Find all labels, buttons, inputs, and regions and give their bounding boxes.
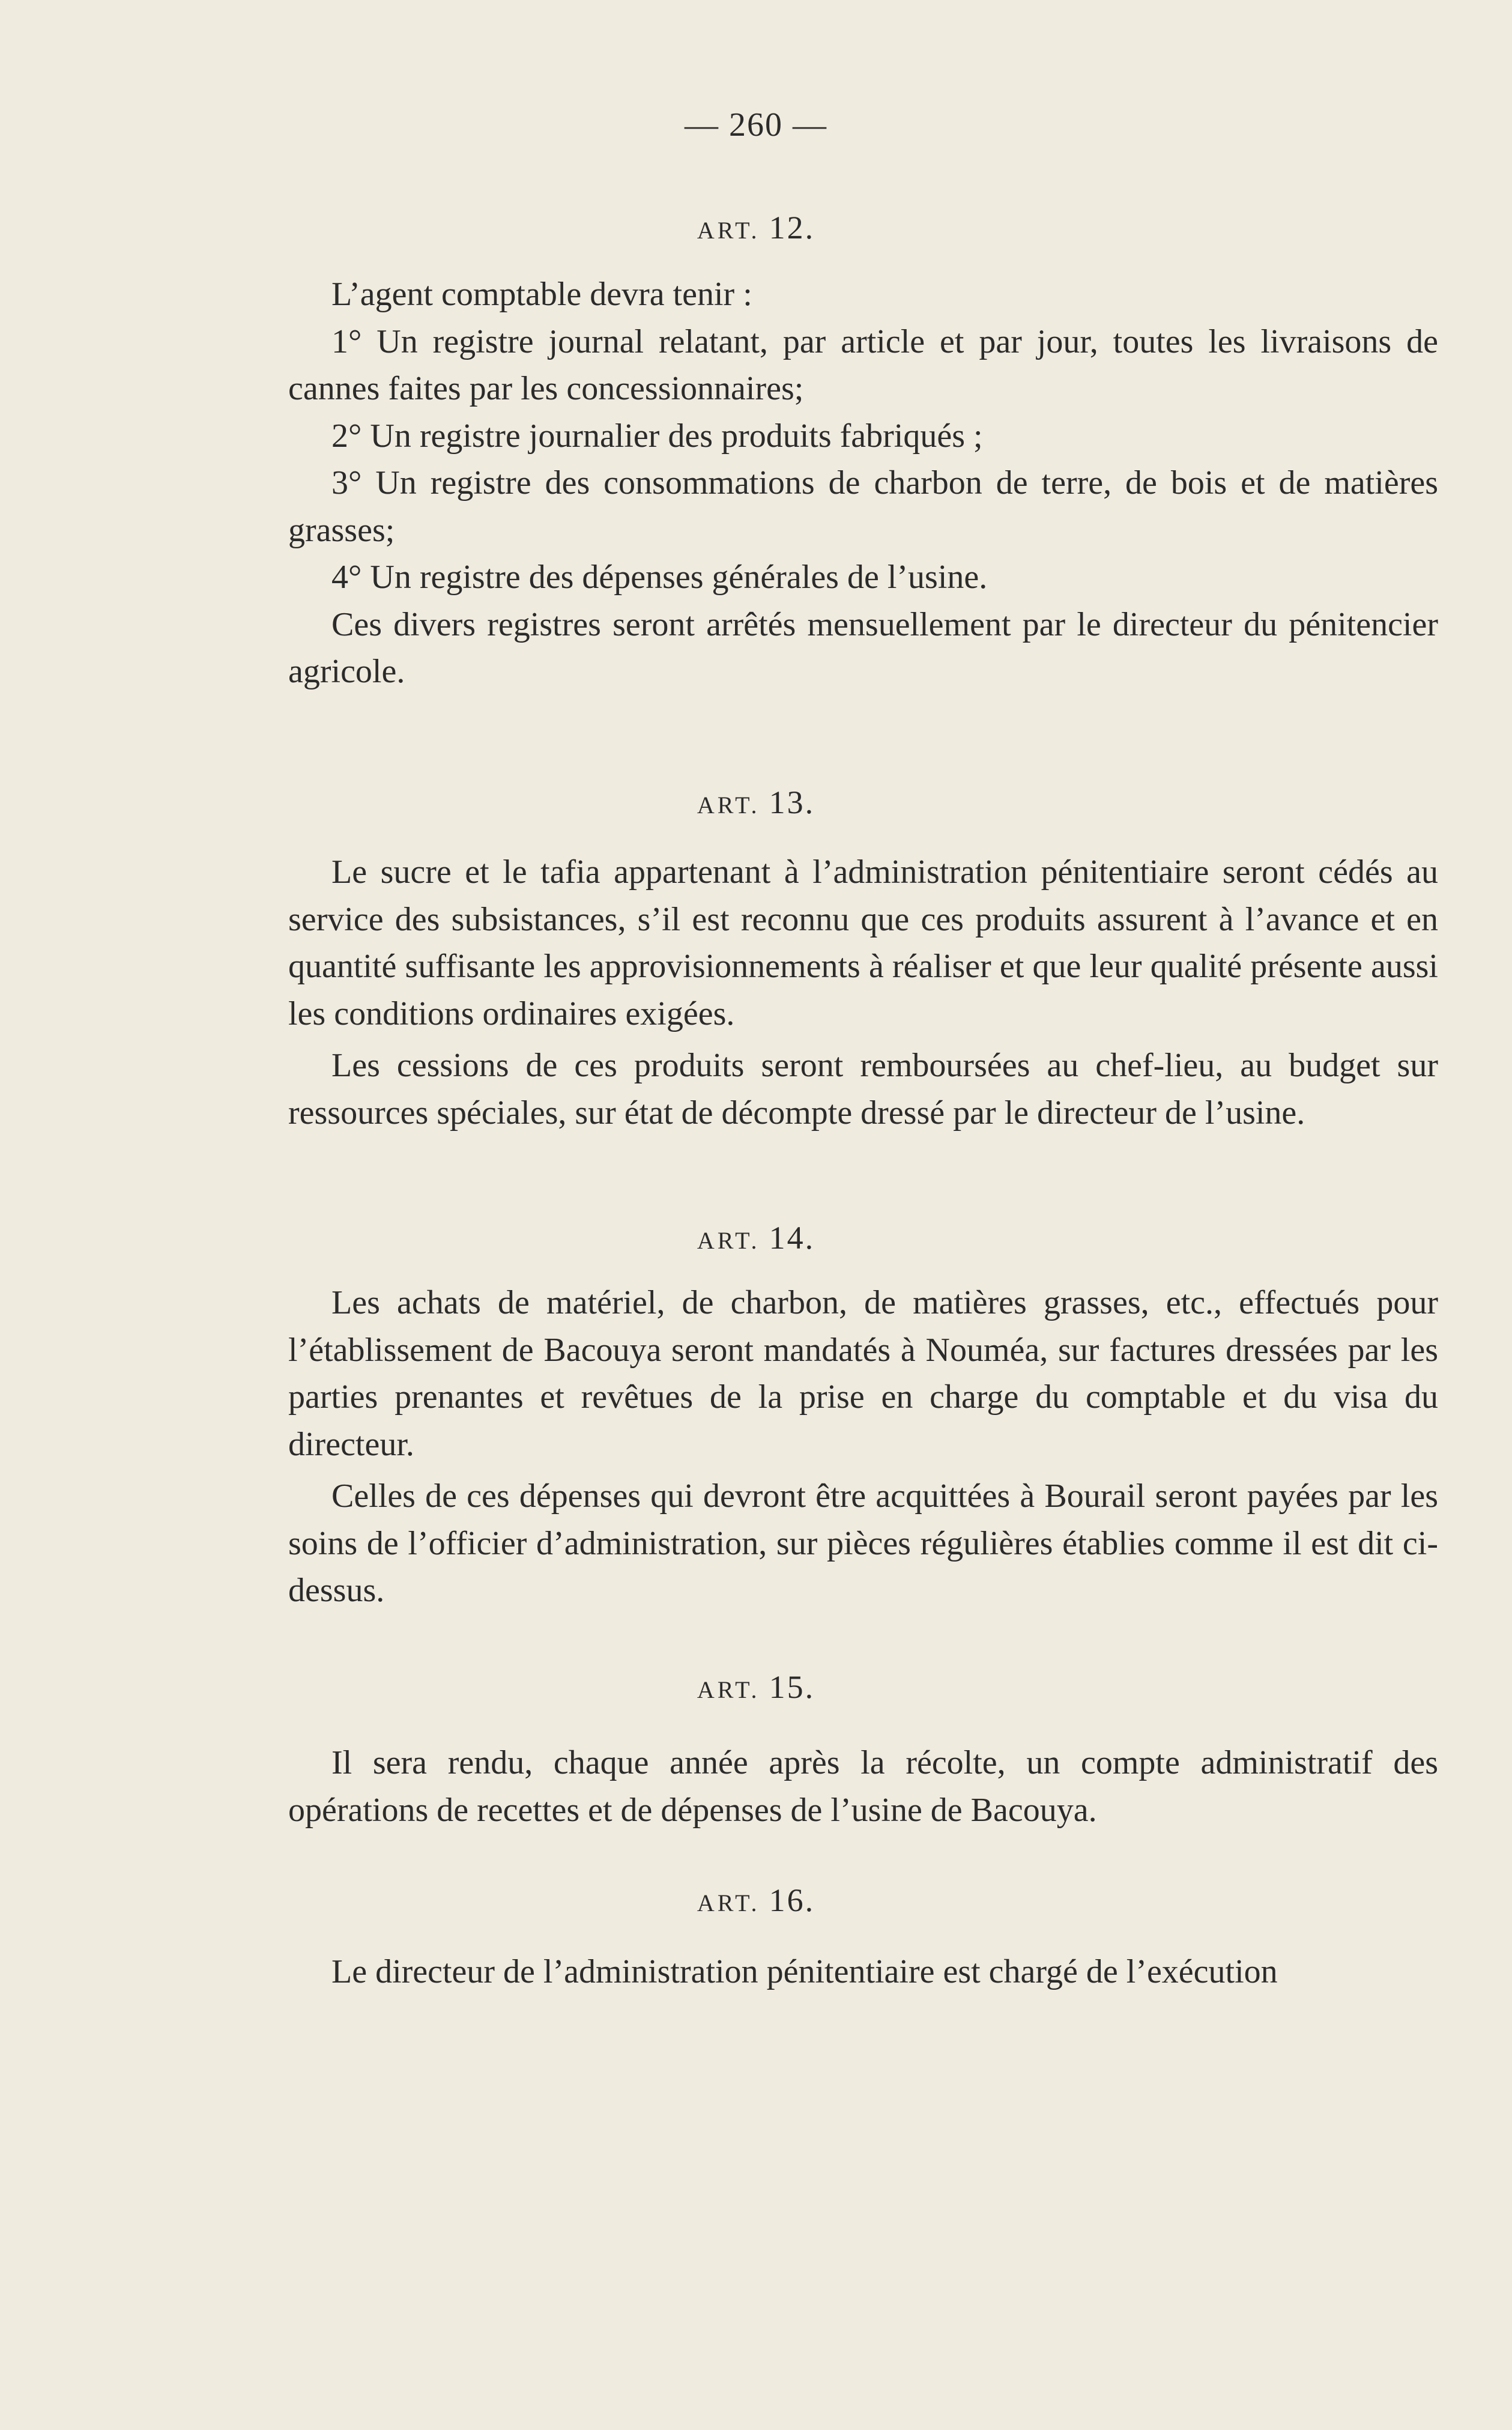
article-number: 16.	[769, 1882, 815, 1918]
article-label: ART.	[697, 1676, 760, 1703]
article-heading-14	[0, 1219, 1512, 1256]
article-heading-15	[0, 1668, 1512, 1706]
paragraph: Il sera rendu, chaque année après la récolte, un compte administratif des opérations de recettes et de dépenses de l’usine de Bacouya.	[288, 1744, 1438, 1829]
article-label: ART.	[697, 1227, 760, 1254]
paragraph: Le directeur de l’administration pénitentiaire est chargé de l’exécution	[331, 1953, 1278, 1990]
paragraph: 1° Un registre journal relatant, par article et par jour, toutes les livraisons de cannes faites par les concessionnaires;	[288, 323, 1438, 407]
article-heading-12	[0, 209, 1512, 246]
paragraph: Le sucre et le tafia appartenant à l’administration pénitentiaire seront cédés au service des subsistances, s’il est reconnu que ces produits assurent à l’avance et en quantité suffisante les approvisionnements à réaliser et que leur qualité présente aussi les conditions ordinaires exigées.	[288, 853, 1438, 1032]
article-label: ART.	[697, 792, 760, 819]
article-number: 14.	[769, 1220, 815, 1256]
paragraph: 2° Un registre journalier des produits fabriqués ;	[331, 417, 983, 455]
article-body-12	[288, 271, 1438, 695]
paragraph: Les cessions de ces produits seront remboursées au chef-lieu, au budget sur ressources spéciales, sur état de décompte dressé par le directeur de l’usine.	[288, 1047, 1438, 1132]
article-body-13	[288, 849, 1438, 1136]
article-label: ART.	[697, 217, 760, 244]
article-body-15	[288, 1739, 1438, 1834]
paragraph: Ces divers registres seront arrêtés mensuellement par le directeur du pénitencier agricole.	[288, 605, 1438, 690]
article-number: 13.	[769, 784, 815, 820]
paragraph: L’agent comptable devra tenir :	[331, 276, 752, 313]
paragraph: 3° Un registre des consommations de charbon de terre, de bois et de matières grasses;	[288, 464, 1438, 549]
page-number: — 260 —	[685, 106, 827, 144]
article-body-14	[288, 1279, 1438, 1614]
article-number: 12.	[769, 210, 815, 246]
article-body-16	[288, 1948, 1438, 1996]
article-heading-13	[0, 784, 1512, 821]
article-label: ART.	[697, 1889, 760, 1916]
paragraph: Celles de ces dépenses qui devront être acquittées à Bourail seront payées par les soins de l’officier d’administration, sur pièces régulières établies comme il est dit ci-dessus.	[288, 1477, 1438, 1609]
paragraph: 4° Un registre des dépenses générales de l’usine.	[331, 559, 988, 596]
paragraph: Les achats de matériel, de charbon, de matières grasses, etc., effectués pour l’établissement de Bacouya seront mandatés à Nouméa, sur factures dressées par les parties prenantes et revêtues de la prise en charge du comptable et du visa du directeur.	[288, 1284, 1438, 1463]
article-number: 15.	[769, 1669, 815, 1705]
article-heading-16	[0, 1882, 1512, 1919]
